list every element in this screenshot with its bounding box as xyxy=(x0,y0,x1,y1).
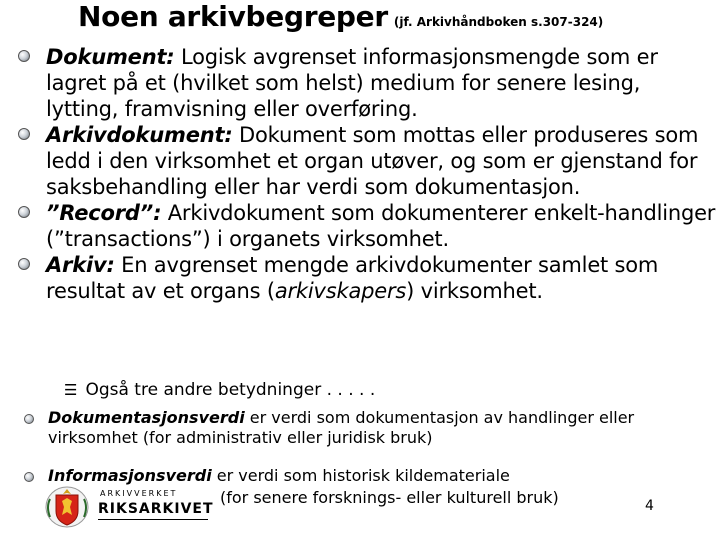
sub-note xyxy=(64,380,375,400)
list-item xyxy=(24,466,714,486)
item-text: er verdi som dokumentasjon av handlinger eller virksomhet (for administrativ eller juridisk bruk) xyxy=(48,408,635,447)
definition-record xyxy=(18,200,718,252)
logo-line2: RIKSARKIVET xyxy=(98,501,214,517)
definition-text: Arkivdokument som dokumenterer enkelt-handlinger (”transactions”) i organets virksomhet. xyxy=(46,201,716,251)
bullet-icon xyxy=(24,414,34,424)
bullet-icon xyxy=(18,128,30,140)
list-item xyxy=(24,408,714,448)
bullet-icon xyxy=(24,472,34,482)
term: Dokumentasjonsverdi xyxy=(48,408,245,427)
definition-text-before: En avgrenset mengde arkivdokumenter samlet som resultat av et organs ( xyxy=(46,253,659,303)
definition-arkivdokument xyxy=(18,122,718,200)
riksarkivet-logo xyxy=(44,485,214,529)
title-reference: (jf. Arkivhåndboken s.307-324) xyxy=(393,15,604,29)
small-item-informasjonsverdi xyxy=(24,466,714,486)
logo-divider xyxy=(98,519,208,520)
slide-title xyxy=(78,0,603,33)
definition-dokument xyxy=(18,44,718,122)
bullet-icon xyxy=(18,206,30,218)
small-item-dokumentasjonsverdi xyxy=(24,408,714,448)
title-main: Noen arkivbegreper xyxy=(78,0,388,33)
term: Informasjonsverdi xyxy=(48,466,212,485)
definition-text: Dokument som mottas eller produseres som ledd i den virksomhet et organ utøver, og som er gjenstand for saksbehandling eller har verdi som dokumentasjon. xyxy=(46,123,699,199)
bullet-icon xyxy=(18,258,30,270)
definition-list xyxy=(18,44,718,304)
coat-of-arms-icon xyxy=(44,485,90,529)
term: Arkiv: xyxy=(46,253,115,277)
sub-note-text: Også tre andre betydninger . . . . . xyxy=(85,380,376,400)
term: ”Record”: xyxy=(46,201,162,225)
item-text: er verdi som historisk kildemateriale xyxy=(211,466,510,485)
bullet-icon xyxy=(18,50,30,62)
definition-arkiv xyxy=(18,252,718,304)
definition-text-emphasis: arkivskapers xyxy=(274,279,407,303)
term: Arkivdokument: xyxy=(46,123,233,147)
logo-line1: ARKIVVERKET xyxy=(100,489,178,498)
definition-text: Logisk avgrenset informasjonsmengde som er lagret på et (hvilket som helst) medium for senere lesing, lytting, framvisning eller overføring. xyxy=(46,45,658,121)
term: Dokument: xyxy=(46,45,175,69)
continuation-text: (for senere forsknings- eller kulturell bruk) xyxy=(220,488,559,507)
page-number: 4 xyxy=(645,498,654,514)
definition-text-after: ) virksomhet. xyxy=(406,279,543,303)
list-marker-icon: ☰ xyxy=(64,381,78,399)
